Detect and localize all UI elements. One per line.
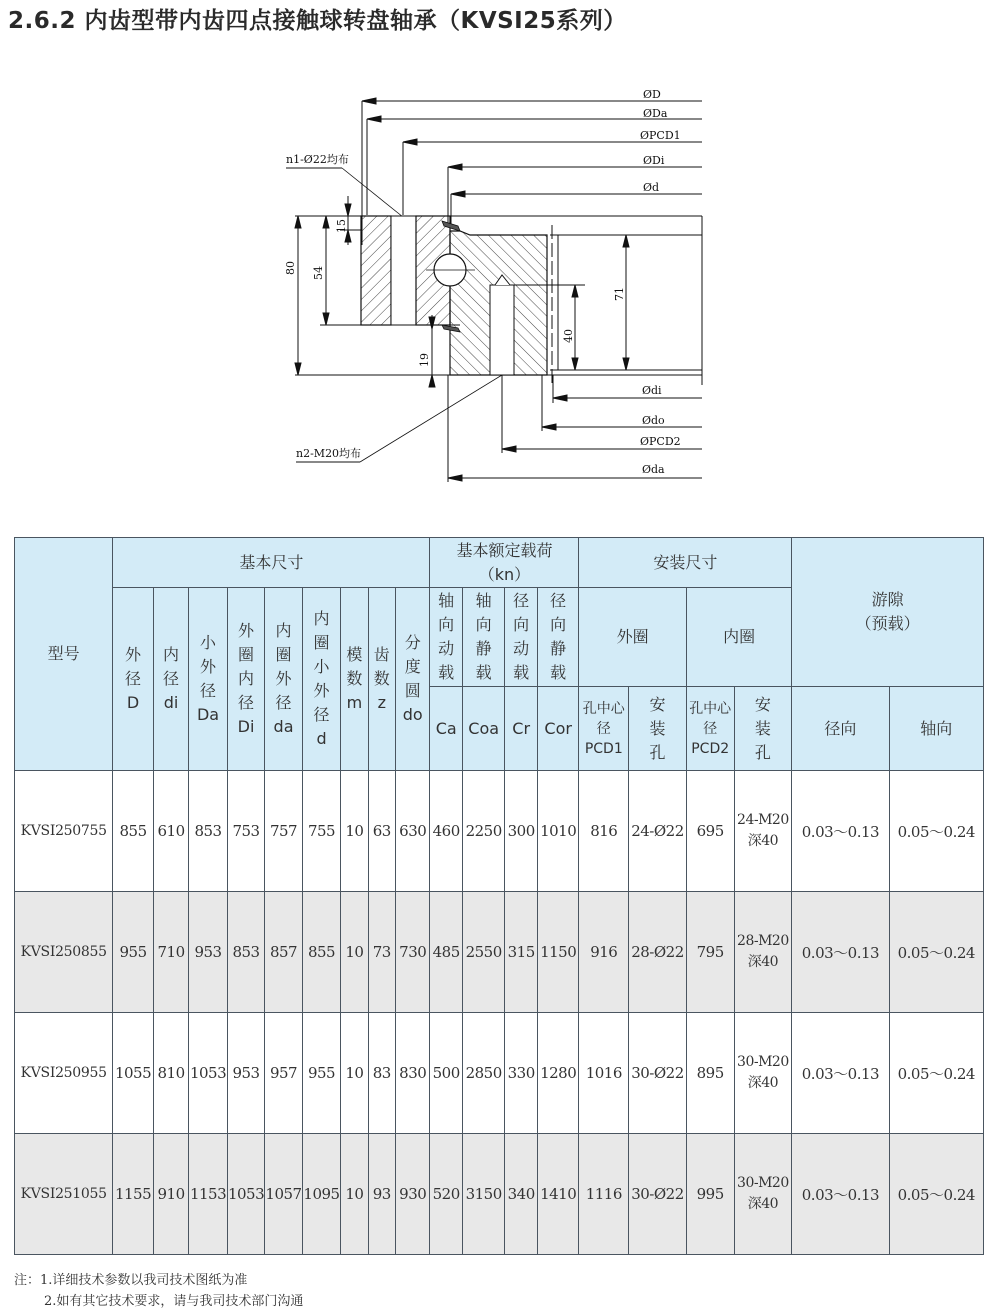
header-Cr: Cr [505, 687, 537, 771]
cell-axial: 0.05～0.24 [889, 1134, 983, 1255]
cell-Da: 1153 [189, 1134, 228, 1255]
cell-Cr: 330 [505, 1013, 537, 1134]
cell-Di: 853 [227, 892, 264, 1013]
cell-hole2: 30-M20 深40 [734, 1013, 792, 1134]
cell-Coa: 2850 [462, 1013, 505, 1134]
dim-19: 19 [418, 353, 431, 367]
cell-do: 630 [395, 771, 430, 892]
cell-m: 10 [341, 1013, 368, 1134]
label-holes-outer: n1-Ø22均布 [286, 153, 349, 166]
header-load: 基本额定载荷 （kn） [430, 538, 579, 588]
header-da: 内圈外径 da [265, 588, 302, 771]
cell-PCD1: 916 [579, 892, 629, 1013]
cell-model: KVSI250855 [15, 892, 113, 1013]
cell-z: 63 [368, 771, 395, 892]
cell-PCD2: 995 [686, 1134, 734, 1255]
cell-hole2: 28-M20 深40 [734, 892, 792, 1013]
label-di: Ødi [642, 384, 662, 397]
cell-Cr: 340 [505, 1134, 537, 1255]
cell-d: 955 [302, 1013, 341, 1134]
label-Da: ØDa [643, 107, 668, 120]
cell-Cor: 1410 [537, 1134, 579, 1255]
cell-PCD1: 816 [579, 771, 629, 892]
cell-Da: 953 [189, 892, 228, 1013]
header-do: 分度圆 do [395, 588, 430, 771]
label-d: Ød [643, 181, 660, 194]
cell-PCD2: 695 [686, 771, 734, 892]
cell-do: 930 [395, 1134, 430, 1255]
cell-Ca: 500 [430, 1013, 462, 1134]
cell-PCD1: 1116 [579, 1134, 629, 1255]
cell-model: KVSI250955 [15, 1013, 113, 1134]
cell-hole1: 28-Ø22 [629, 892, 687, 1013]
cell-z: 83 [368, 1013, 395, 1134]
cell-d: 755 [302, 771, 341, 892]
dim-15: 15 [335, 219, 348, 233]
cell-m: 10 [341, 892, 368, 1013]
header-PCD2: 孔中心径 PCD2 [686, 687, 734, 771]
cell-D: 855 [113, 771, 154, 892]
dim-54: 54 [312, 266, 325, 280]
cell-Ca: 460 [430, 771, 462, 892]
header-hole1: 安装孔 [629, 687, 687, 771]
header-di: 内径 di [153, 588, 188, 771]
header-Coa: Coa [462, 687, 505, 771]
cell-di: 810 [153, 1013, 188, 1134]
cell-d: 1095 [302, 1134, 341, 1255]
cell-di: 610 [153, 771, 188, 892]
cell-Di: 1053 [227, 1134, 264, 1255]
cell-axial: 0.05～0.24 [889, 771, 983, 892]
cell-Da: 853 [189, 771, 228, 892]
cell-da: 757 [265, 771, 302, 892]
cell-Di: 753 [227, 771, 264, 892]
cell-radial: 0.03～0.13 [792, 1013, 889, 1134]
label-da: Øda [642, 463, 665, 476]
header-axial: 轴向 [889, 687, 983, 771]
cell-di: 910 [153, 1134, 188, 1255]
header-mount: 安装尺寸 [579, 538, 792, 588]
header-inner-ring: 内圈 [686, 588, 791, 687]
cell-PCD1: 1016 [579, 1013, 629, 1134]
cell-do: 830 [395, 1013, 430, 1134]
header-basic-dims: 基本尺寸 [113, 538, 430, 588]
cell-Coa: 3150 [462, 1134, 505, 1255]
cell-Coa: 2250 [462, 771, 505, 892]
cell-Ca: 485 [430, 892, 462, 1013]
header-Cr-cn: 径向动载 [505, 588, 537, 687]
header-Cor-cn: 径向静载 [537, 588, 579, 687]
cell-m: 10 [341, 1134, 368, 1255]
cell-da: 857 [265, 892, 302, 1013]
cell-Ca: 520 [430, 1134, 462, 1255]
cell-D: 1055 [113, 1013, 154, 1134]
label-holes-inner: n2-M20均布 [296, 447, 362, 460]
cell-hole1: 24-Ø22 [629, 771, 687, 892]
label-PCD2: ØPCD2 [640, 435, 681, 448]
header-Ca: Ca [430, 687, 462, 771]
page-title: 2.6.2 内齿型带内齿四点接触球转盘轴承（KVSI25系列） [8, 8, 627, 34]
cell-hole1: 30-Ø22 [629, 1134, 687, 1255]
header-model: 型号 [15, 538, 113, 771]
header-Di: 外圈内径 Di [227, 588, 264, 771]
header-Da: 小外径 Da [189, 588, 228, 771]
dim-40: 40 [562, 329, 575, 343]
cell-do: 730 [395, 892, 430, 1013]
cell-Da: 1053 [189, 1013, 228, 1134]
cell-axial: 0.05～0.24 [889, 892, 983, 1013]
cell-Cr: 315 [505, 892, 537, 1013]
dim-71: 71 [613, 287, 626, 301]
header-radial: 径向 [792, 687, 889, 771]
outer-ring-section [361, 216, 391, 325]
spec-table [14, 537, 984, 1255]
cell-Cor: 1280 [537, 1013, 579, 1134]
cell-z: 93 [368, 1134, 395, 1255]
cell-axial: 0.05～0.24 [889, 1013, 983, 1134]
label-D: ØD [643, 88, 661, 101]
bearing-section-drawing [270, 85, 710, 495]
header-z: 齿数 z [368, 588, 395, 771]
header-m: 模数 m [341, 588, 368, 771]
cell-Coa: 2550 [462, 892, 505, 1013]
outer-mount-hole [391, 216, 416, 325]
cell-d: 855 [302, 892, 341, 1013]
dim-80: 80 [284, 261, 297, 275]
cell-hole2: 30-M20 深40 [734, 1134, 792, 1255]
footnotes [14, 1270, 303, 1312]
header-Ca-cn: 轴向动载 [430, 588, 462, 687]
cell-model: KVSI251055 [15, 1134, 113, 1255]
header-Coa-cn: 轴向静载 [462, 588, 505, 687]
cell-di: 710 [153, 892, 188, 1013]
cell-Cor: 1010 [537, 771, 579, 892]
label-Di: ØDi [643, 154, 665, 167]
cell-PCD2: 895 [686, 1013, 734, 1134]
footnote-2: 2.如有其它技术要求，请与我司技术部门沟通 [44, 1294, 304, 1309]
cell-hole1: 30-Ø22 [629, 1013, 687, 1134]
cell-Cor: 1150 [537, 892, 579, 1013]
cell-radial: 0.03～0.13 [792, 771, 889, 892]
cell-radial: 0.03～0.13 [792, 892, 889, 1013]
label-do: Ødo [642, 414, 665, 427]
cell-radial: 0.03～0.13 [792, 1134, 889, 1255]
cell-m: 10 [341, 771, 368, 892]
header-PCD1: 孔中心径 PCD1 [579, 687, 629, 771]
table-row [15, 771, 984, 892]
table-row [15, 892, 984, 1013]
cell-da: 957 [265, 1013, 302, 1134]
cell-D: 955 [113, 892, 154, 1013]
footnote-1: 注：1.详细技术参数以我司技术图纸为准 [14, 1273, 248, 1288]
cell-da: 1057 [265, 1134, 302, 1255]
table-row [15, 1134, 984, 1255]
header-d: 内圈小外径 d [302, 588, 341, 771]
label-PCD1: ØPCD1 [640, 129, 681, 142]
cell-hole2: 24-M20 深40 [734, 771, 792, 892]
header-clearance: 游隙 （预载） [792, 538, 984, 687]
inner-thread-hole [490, 285, 514, 375]
header-D: 外径 D [113, 588, 154, 771]
cell-Di: 953 [227, 1013, 264, 1134]
cell-z: 73 [368, 892, 395, 1013]
header-outer-ring: 外圈 [579, 588, 686, 687]
cell-Cr: 300 [505, 771, 537, 892]
header-hole2: 安装孔 [734, 687, 792, 771]
table-row [15, 1013, 984, 1134]
cell-model: KVSI250755 [15, 771, 113, 892]
header-Cor: Cor [537, 687, 579, 771]
cell-D: 1155 [113, 1134, 154, 1255]
cell-PCD2: 795 [686, 892, 734, 1013]
